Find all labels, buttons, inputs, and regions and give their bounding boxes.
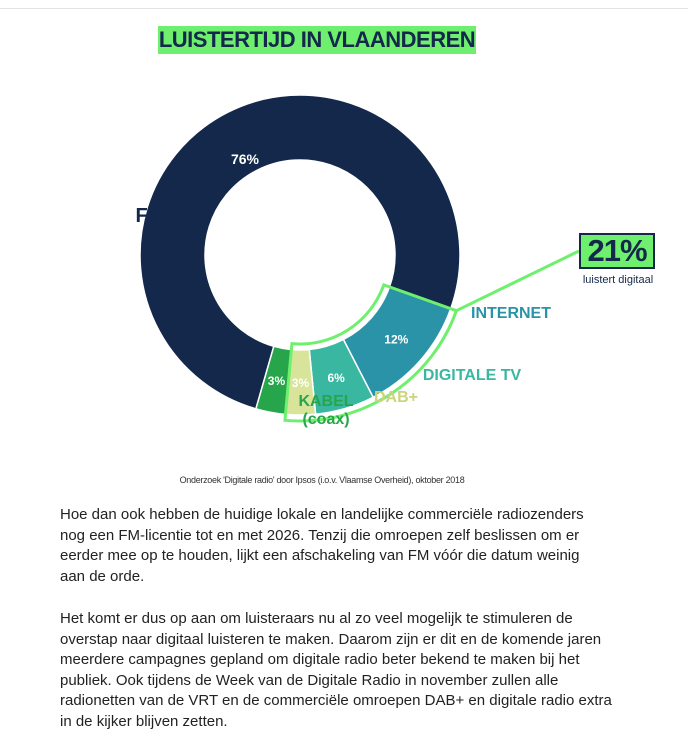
value-label-internet: 12% (384, 332, 409, 347)
category-label-internet: INTERNET (471, 305, 551, 322)
highlight-connector-line (456, 251, 579, 311)
category-label-fm: FM (135, 205, 165, 227)
digital-share-caption: luistert digitaal (582, 274, 654, 286)
category-label-dab: DAB+ (373, 389, 419, 406)
article-paragraph-2: Het komt er dus op aan om luisteraars nu al zo veel mogelijk te stimuleren de overstap naar digitaal luisteren te maken. Daarom zijn er dit en de komende jaren meerdere campagnes gepland om digitale radio beter bekend te maken bij het publiek. Ook tijdens de Week van de Digitale Radio in november zullen alle radionetten van de VRT en de commerciële omroepen DAB+ en digitale radio extra in de kijker blijven zetten. (60, 610, 612, 730)
article-paragraph-1: Hoe dan ook hebben de huidige lokale en landelijke commerciële radiozenders nog een FM-licentie tot en met 2026. Tenzij die omroepen zelf beslissen om er eerder mee op te houden, lijkt een afschakeling van FM vóór die datum weinig aan de orde. (60, 506, 584, 585)
category-label-kabel-coax: KABEL (coax) (298, 393, 354, 428)
value-label-fm: 76% (230, 151, 260, 167)
value-label-kabel-coax: 3% (267, 373, 286, 388)
chart-source: Onderzoek 'Digitale radio' door Ipsos (i.o.v. Vlaamse Overheid), oktober 2018 (179, 475, 465, 485)
chart-title: LUISTERTIJD IN VLAANDEREN (158, 27, 476, 52)
value-label-digitale-tv: 6% (327, 370, 345, 385)
value-label-dab: 3% (291, 375, 310, 390)
category-label-digitale-tv: DIGITALE TV (422, 367, 522, 384)
digital-share-badge: 21% (579, 233, 655, 269)
